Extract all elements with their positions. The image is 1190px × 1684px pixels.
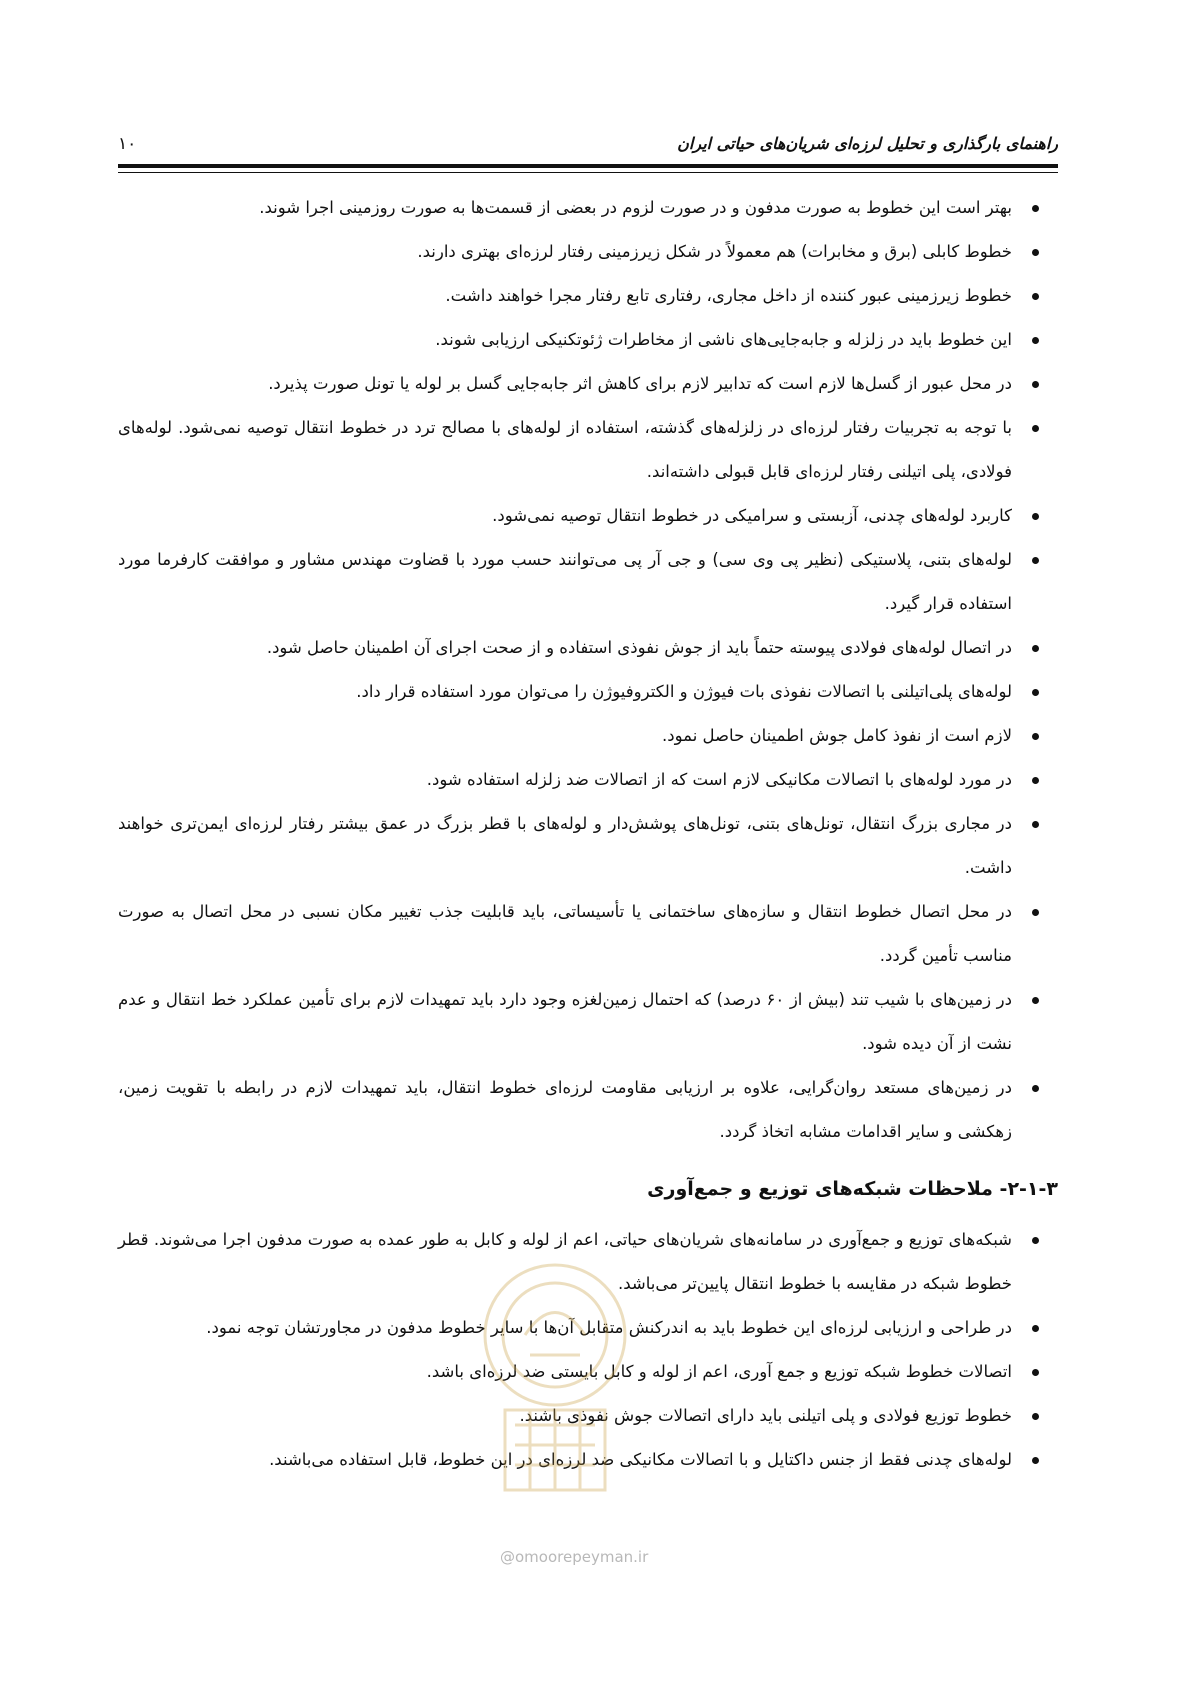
list-item — [118, 186, 1058, 230]
list-item-text: شبکه‌های توزیع و جمع‌آوری در سامانه‌های شریان‌های حیاتی، اعم از لوله و کابل به طور عمده به صورت مدفون اجرا می‌شوند. قطر خطوط شبکه در مقایسه با خطوط انتقال پایین‌تر می‌باشد. — [118, 1230, 1012, 1293]
list-item-text: در اتصال لوله‌های فولادی پیوسته حتماً باید از جوش نفوذی استفاده و از صحت اجرای آن اطمینان حاصل شود. — [266, 638, 1012, 657]
bullet-icon — [1032, 997, 1039, 1004]
bullet-icon — [1032, 425, 1039, 432]
list-item-text: خطوط توزیع فولادی و پلی اتیلنی باید دارای اتصالات جوش نفوذی باشند. — [519, 1406, 1012, 1425]
page-body — [118, 186, 1058, 1482]
list-item — [118, 978, 1058, 1066]
bullet-icon — [1032, 1237, 1039, 1244]
list-item — [118, 1394, 1058, 1438]
header-rule-thick — [118, 164, 1058, 168]
list-item-text: در زمین‌های مستعد روان‌گرایی، علاوه بر ارزیابی مقاومت لرزه‌ای خطوط انتقال، باید تمهیدات لازم در رابطه با تقویت زمین، زهکشی و سایر اقدامات مشابه اتخاذ گردد. — [118, 1078, 1012, 1141]
list-item-text: لازم است از نفوذ کامل جوش اطمینان حاصل نمود. — [662, 726, 1012, 745]
list-item-text: اتصالات خطوط شبکه توزیع و جمع آوری، اعم از لوله و کابل بایستی ضد لرزه‌ای باشد. — [426, 1362, 1012, 1381]
bullet-icon — [1032, 249, 1039, 256]
bullet-icon — [1032, 337, 1039, 344]
book-title: راهنمای بارگذاری و تحلیل لرزه‌ای شریان‌های حیاتی ایران — [677, 134, 1058, 153]
bullet-icon — [1032, 1369, 1039, 1376]
list-item — [118, 406, 1058, 494]
bullet-icon — [1032, 645, 1039, 652]
list-item — [118, 538, 1058, 626]
list-item-text: در زمین‌های با شیب تند (بیش از ۶۰ درصد) که احتمال زمین‌لغزه وجود دارد باید تمهیدات لازم برای تأمین عملکرد خط انتقال و عدم نشت از آن دیده شود. — [118, 990, 1012, 1053]
list-item-text: در محل عبور از گسل‌ها لازم است که تدابیر لازم برای کاهش اثر جابه‌جایی گسل بر لوله یا تونل صورت پذیرد. — [268, 374, 1012, 393]
list-item-text: لوله‌های بتنی، پلاستیکی (نظیر پی وی سی) و جی آر پی می‌توانند حسب مورد با قضاوت مهندس مشاور و موافقت کارفرما مورد استفاده قرار گیرد. — [118, 550, 1012, 613]
bullet-icon — [1032, 1457, 1039, 1464]
list-item-text: در طراحی و ارزیابی لرزه‌ای این خطوط باید به اندرکنش متقابل آن‌ها با سایر خطوط مدفون در مجاورتشان توجه نمود. — [206, 1318, 1012, 1337]
list-item — [118, 494, 1058, 538]
section-heading: ۲-۱-۳- ملاحظات شبکه‌های توزیع و جمع‌آوری — [647, 1178, 1058, 1200]
list-item-text: با توجه به تجربیات رفتار لرزه‌ای در زلزله‌های گذشته، استفاده از لوله‌های با مصالح ترد در خطوط انتقال توصیه نمی‌شود. لوله‌های فولادی، پلی اتیلنی رفتار لرزه‌ای قابل قبولی داشته‌اند. — [118, 418, 1012, 481]
list-item — [118, 670, 1058, 714]
list-item-text: بهتر است این خطوط به صورت مدفون و در صورت لزوم در بعضی از قسمت‌ها به صورت روزمینی اجرا شوند. — [259, 198, 1012, 217]
list-item-text: خطوط کابلی (برق و مخابرات) هم معمولاً در شکل زیرزمینی رفتار لرزه‌ای بهتری دارند. — [417, 242, 1012, 261]
list-item — [118, 758, 1058, 802]
list-item — [118, 1218, 1058, 1306]
bullet-icon — [1032, 381, 1039, 388]
bullet-icon — [1032, 1413, 1039, 1420]
bullet-icon — [1032, 821, 1039, 828]
list-item — [118, 318, 1058, 362]
bullet-icon — [1032, 293, 1039, 300]
list-item — [118, 1066, 1058, 1154]
list-item-text: لوله‌های چدنی فقط از جنس داکتایل و با اتصالات مکانیکی ضد لرزه‌ای در این خطوط، قابل استفاده می‌باشند. — [269, 1450, 1012, 1469]
list-item-text: کاربرد لوله‌های چدنی، آزبستی و سرامیکی در خطوط انتقال توصیه نمی‌شود. — [492, 506, 1012, 525]
list-item — [118, 714, 1058, 758]
list-item-text: خطوط زیرزمینی عبور کننده از داخل مجاری، رفتاری تابع رفتار مجرا خواهند داشت. — [445, 286, 1012, 305]
bullet-icon — [1032, 689, 1039, 696]
list-item — [118, 1350, 1058, 1394]
list-item — [118, 230, 1058, 274]
list-item — [118, 362, 1058, 406]
bullet-icon — [1032, 1085, 1039, 1092]
list-item — [118, 274, 1058, 318]
bullet-icon — [1032, 777, 1039, 784]
list-item — [118, 1438, 1058, 1482]
list-item — [118, 626, 1058, 670]
bullet-icon — [1032, 557, 1039, 564]
list-item-text: این خطوط باید در زلزله و جابه‌جایی‌های ناشی از مخاطرات ژئوتکنیکی ارزیابی شوند. — [435, 330, 1012, 349]
bullet-list-distribution — [118, 1218, 1058, 1482]
bullet-icon — [1032, 733, 1039, 740]
bullet-icon — [1032, 1325, 1039, 1332]
page-number: ۱۰ — [118, 134, 137, 154]
list-item — [118, 1306, 1058, 1350]
list-item-text: لوله‌های پلی‌اتیلنی با اتصالات نفوذی بات فیوژن و الکتروفیوژن را می‌توان مورد استفاده قرار داد. — [356, 682, 1012, 701]
list-item — [118, 802, 1058, 890]
watermark-url: @omoorepeyman.ir — [500, 1548, 649, 1566]
bullet-list-transmission — [118, 186, 1058, 1154]
bullet-icon — [1032, 909, 1039, 916]
bullet-icon — [1032, 205, 1039, 212]
bullet-icon — [1032, 513, 1039, 520]
list-item — [118, 890, 1058, 978]
list-item-text: در محل اتصال خطوط انتقال و سازه‌های ساختمانی یا تأسیساتی، باید قابلیت جذب تغییر مکان نسبی در محل اتصال به صورت مناسب تأمین گردد. — [118, 902, 1012, 965]
list-item-text: در مورد لوله‌های با اتصالات مکانیکی لازم است که از اتصالات ضد زلزله استفاده شود. — [426, 770, 1012, 789]
header-rule-thin — [118, 172, 1058, 173]
list-item-text: در مجاری بزرگ انتقال، تونل‌های بتنی، تونل‌های پوشش‌دار و لوله‌های با قطر بزرگ در عمق بیشتر رفتار لرزه‌ای ایمن‌تری خواهند داشت. — [118, 814, 1012, 877]
